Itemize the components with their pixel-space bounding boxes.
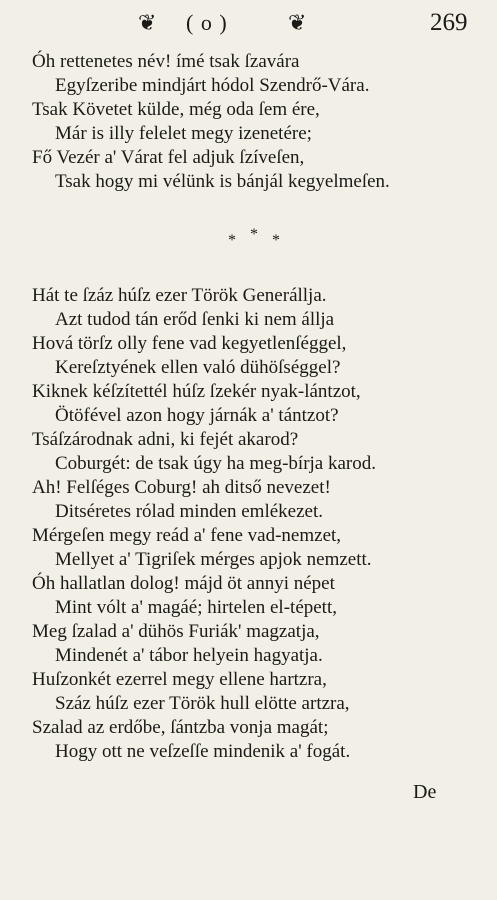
verse-line: Mérgeſen megy reád a' fene vad-nemzet, [32, 525, 342, 546]
verse-line: Ötöfével azon hogy járnák a' tántzot? [55, 405, 339, 426]
verse-line: Ditséretes rólad minden emlékezet. [55, 501, 324, 522]
verse-line: Hogy ott ne veſzeſſe mindenik a' fogát. [55, 741, 351, 762]
verse-line: Mindenét a' tábor helyein hagyatja. [55, 645, 323, 666]
verse-line: Tsak hogy mi vélünk is bánjál kegyelmeſen. [55, 171, 390, 192]
ornament-right-icon: ❦ [288, 10, 307, 35]
verse-line: Hová törſz olly fene vad kegyetlenſéggel, [32, 333, 347, 354]
verse-line: Mellyet a' Tigriſek mérges apjok nemzett. [55, 549, 372, 570]
star-glyph: * [228, 232, 236, 249]
verse-line: Tsak Követet külde, még oda ſem ére, [32, 99, 320, 120]
verse-line: Tsáſzárodnak adni, ki fejét akarod? [32, 429, 299, 450]
verse-line: Szalad az erdőbe, ſántzba vonja magát; [32, 717, 329, 738]
verse-line: Ah! Felſéges Coburg! ah ditső nevezet! [32, 477, 331, 498]
star-glyph: * [250, 226, 258, 243]
verse-line: Óh rettenetes név! ímé tsak ſzavára [32, 51, 300, 72]
verse-line: Már is illy felelet megy izenetére; [55, 123, 312, 144]
verse-line: Coburgét: de tsak úgy ha meg-bírja karod. [55, 453, 376, 474]
verse-line: Hát te ſzáz húſz ezer Török Generállja. [32, 285, 327, 306]
page-number: 269 [430, 9, 468, 36]
verse-line: Száz húſz ezer Török hull elötte artzra, [55, 693, 350, 714]
verse-line: Fő Vezér a' Várat fel adjuk ſzíveſen, [32, 147, 305, 168]
page-header [0, 8, 497, 40]
verse-line: Kiknek kéſzítettél húſz ſzekér nyak-lántzot, [32, 381, 361, 402]
ornament-left-icon: ❦ [138, 10, 157, 35]
verse-line: Meg ſzalad a' dühös Furiák' magzatja, [32, 621, 320, 642]
verse-line: Kereſztyének ellen való dühöſséggel? [55, 357, 341, 378]
verse-line: Azt tudod tán erőd ſenki ki nem állja [55, 309, 335, 330]
signature-mark: ( o ) [186, 10, 228, 35]
verse-line: Mint vólt a' magáé; hirtelen el-tépett, [55, 597, 337, 618]
verse-line: Egyſzeribe mindjárt hódol Szendrő-Vára. [55, 75, 370, 96]
star-glyph: * [272, 232, 280, 249]
catchword: De [413, 781, 437, 803]
verse-line: Óh hallatlan dolog! májd öt annyi népet [32, 573, 335, 594]
verse-line: Huſzonkét ezerrel megy ellene hartzra, [32, 669, 327, 690]
